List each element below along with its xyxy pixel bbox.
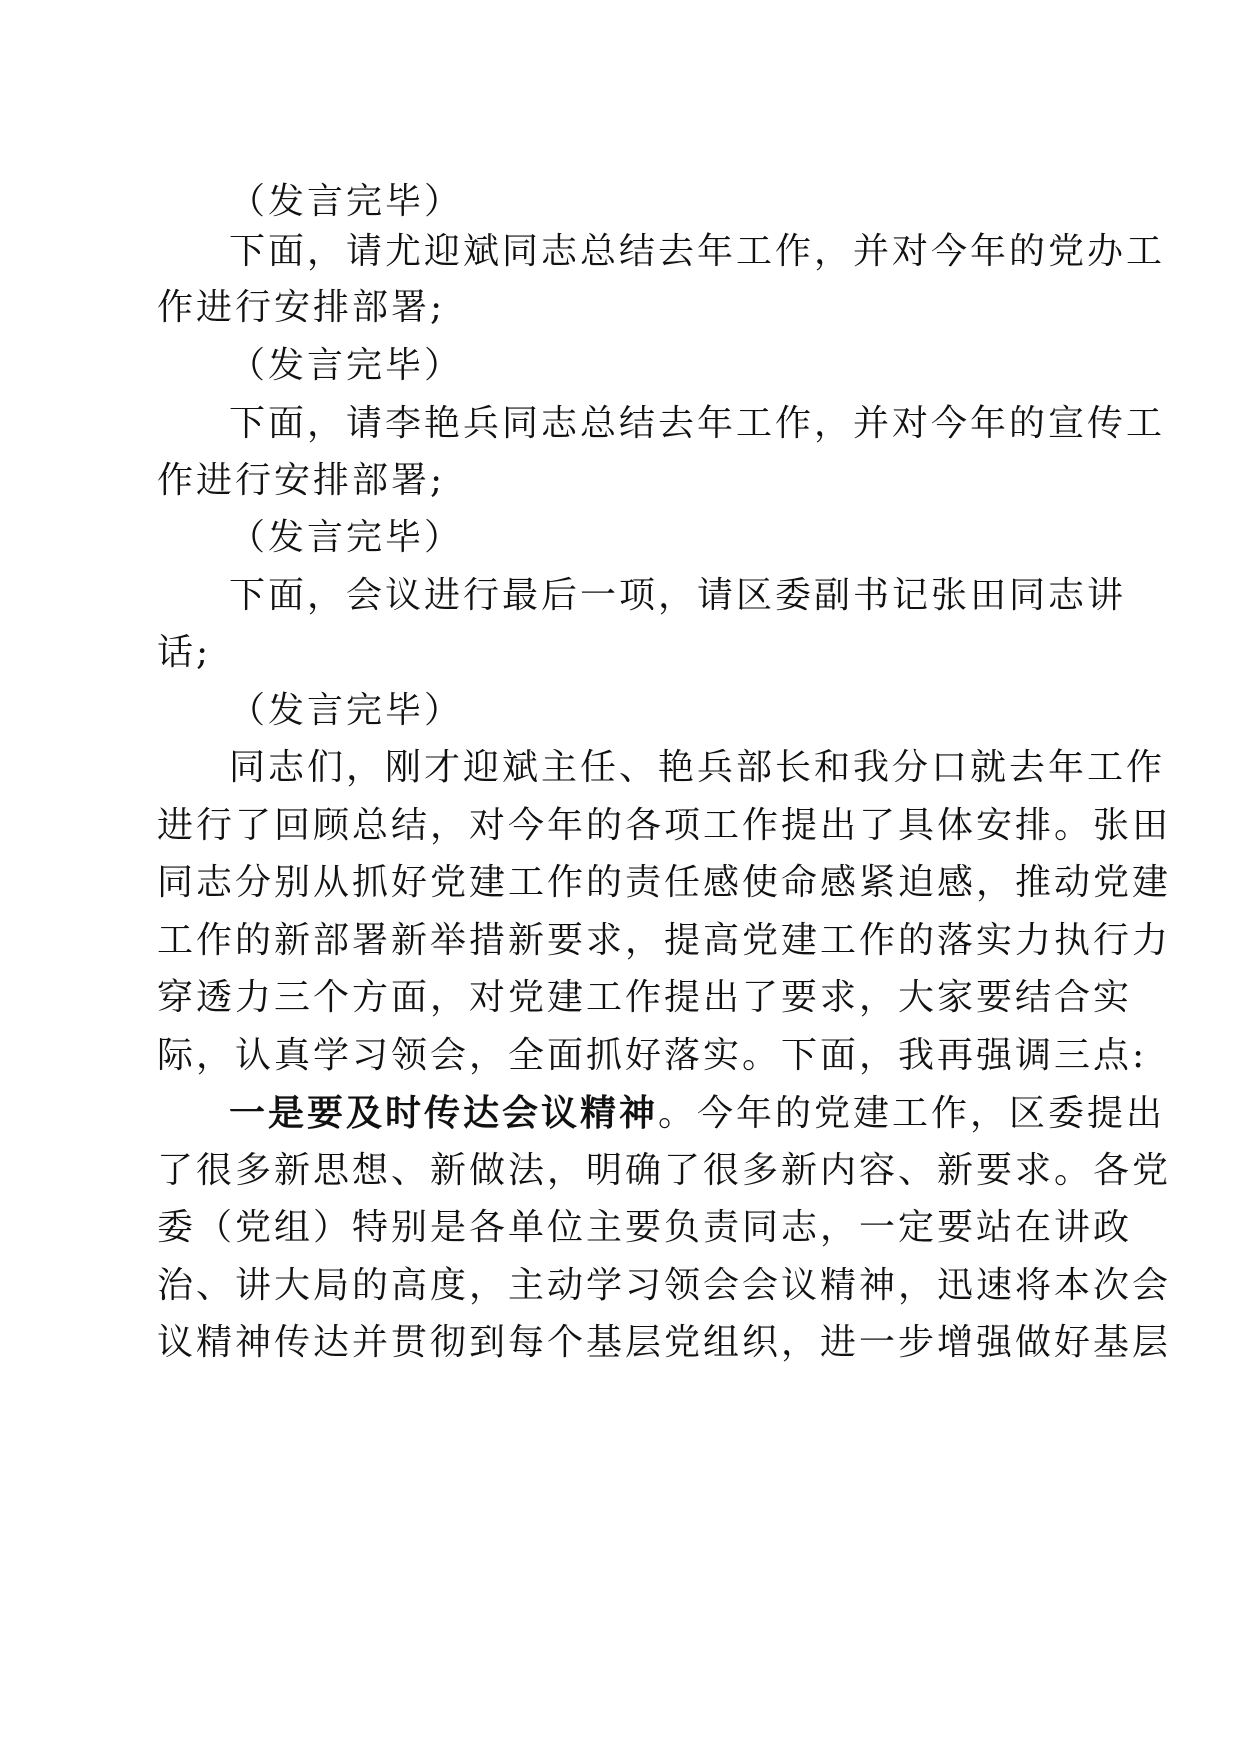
text-line: 进行了回顾总结，对今年的各项工作提出了具体安排。张田 [157,805,1172,846]
text-line: 治、讲大局的高度，主动学习领会会议精神，迅速将本次会 [157,1265,1172,1306]
text-line: 议精神传达并贯彻到每个基层党组织，进一步增强做好基层 [157,1322,1172,1363]
text-line: （发言完毕） [229,690,464,731]
text-run: 。今年的党建工作，区委提出 [658,1093,1166,1134]
text-line: 穿透力三个方面，对党建工作提出了要求，大家要结合实 [157,977,1133,1018]
text-line: 下面，会议进行最后一项，请区委副书记张田同志讲 [229,575,1127,616]
text-line: 下面，请李艳兵同志总结去年工作，并对今年的宣传工 [229,403,1166,444]
text-line: 了很多新思想、新做法，明确了很多新内容、新要求。各党 [157,1150,1172,1191]
text-line: （发言完毕） [229,345,464,386]
text-line: 话; [157,632,212,673]
text-line: 同志们，刚才迎斌主任、艳兵部长和我分口就去年工作 [229,747,1166,788]
text-line: 同志分别从抓好党建工作的责任感使命感紧迫感，推动党建 [157,862,1172,903]
text-line: 委（党组）特别是各单位主要负责同志，一定要站在讲政 [157,1207,1133,1248]
text-line: 作进行安排部署; [157,460,446,501]
text-line: 作进行安排部署; [157,287,446,328]
text-line: （发言完毕） [229,517,464,558]
text-line: 际，认真学习领会，全面抓好落实。下面，我再强调三点: [157,1035,1148,1076]
text-line: 工作的新部署新举措新要求，提高党建工作的落实力执行力 [157,920,1172,961]
paragraph-first-line [229,1083,1166,1144]
text-line: 下面，请尤迎斌同志总结去年工作，并对今年的党办工 [229,231,1166,272]
section-heading: 一是要及时传达会议精神 [229,1092,659,1134]
text-line: （发言完毕） [229,181,464,222]
